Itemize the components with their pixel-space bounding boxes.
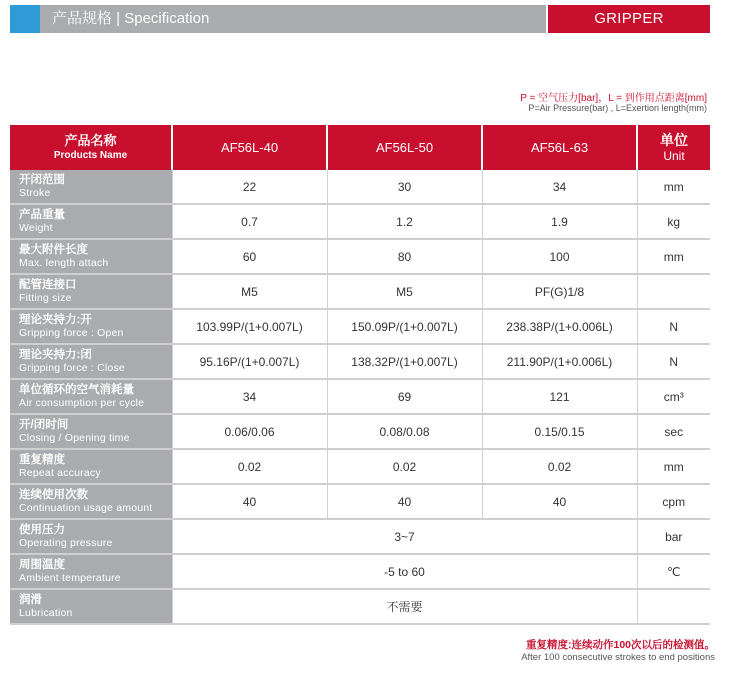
row-value-model-1: 0.02 [172,449,327,484]
row-value-model-2: 40 [327,484,482,519]
header-model-1: AF56L-40 [172,125,327,170]
header-model-2: AF56L-50 [327,125,482,170]
row-label [10,554,172,589]
table-row [10,589,710,624]
row-unit: bar [637,519,710,554]
row-label-en: Lubrication [19,607,73,619]
table-row [10,519,710,554]
header-model-3: AF56L-63 [482,125,637,170]
header-unit [637,125,710,170]
row-value-model-3: 34 [482,170,637,204]
row-label-cn: 重复精度 [19,454,65,466]
row-unit: kg [637,204,710,239]
row-unit: N [637,309,710,344]
row-value-model-2: 138.32P/(1+0.007L) [327,344,482,379]
row-label-cn: 润滑 [19,594,42,606]
row-label-cn: 最大附件长度 [19,244,88,256]
spec-table-body [10,170,710,624]
row-label [10,484,172,519]
row-label-en: Closing / Opening time [19,432,130,444]
row-merged-value: 不需要 [172,589,637,624]
row-label-cn: 理论夹持力:闭 [19,349,92,361]
row-value-model-1: 95.16P/(1+0.007L) [172,344,327,379]
row-label [10,379,172,414]
row-label-en: Weight [19,222,53,234]
row-value-model-2: 1.2 [327,204,482,239]
row-label [10,204,172,239]
spec-table [10,125,710,625]
row-value-model-3: 1.9 [482,204,637,239]
row-label [10,309,172,344]
row-value-model-1: 0.06/0.06 [172,414,327,449]
table-row [10,414,710,449]
row-value-model-1: 22 [172,170,327,204]
row-label-cn: 配管连接口 [19,279,77,291]
header-bar [10,5,546,33]
footnote-en: After 100 consecutive strokes to end positions [521,652,715,663]
row-value-model-2: 69 [327,379,482,414]
row-label [10,344,172,379]
row-unit: ℃ [637,554,710,589]
footnote-cn: 重复精度:连续动作100次以后的检测值。 [525,639,715,651]
header-product-name [10,125,172,170]
header-accent-block [10,5,40,33]
row-unit: sec [637,414,710,449]
table-row [10,204,710,239]
header-product-name-cn: 产品名称 [64,133,117,148]
table-row [10,344,710,379]
row-value-model-1: 0.7 [172,204,327,239]
row-value-model-3: 40 [482,484,637,519]
row-unit: mm [637,170,710,204]
row-label-cn: 使用压力 [19,524,65,536]
row-label-cn: 周围温度 [19,559,65,571]
table-row [10,379,710,414]
row-label [10,414,172,449]
row-value-model-3: 211.90P/(1+0.006L) [482,344,637,379]
row-label [10,589,172,624]
header-unit-en: Unit [663,148,685,163]
row-value-model-1: 103.99P/(1+0.007L) [172,309,327,344]
table-row [10,309,710,344]
row-value-model-3: 0.15/0.15 [482,414,637,449]
row-label-cn: 开闭范围 [19,174,65,186]
row-unit: mm [637,449,710,484]
row-value-model-1: M5 [172,274,327,309]
legend-note-en: P=Air Pressure(bar) , L=Exertion length(mm) [528,103,707,113]
row-label-en: Stroke [19,187,51,199]
row-label-en: Fitting size [19,292,72,304]
row-label-cn: 单位循环的空气消耗量 [19,384,134,396]
row-label-cn: 理论夹持力:开 [19,314,92,326]
row-label [10,170,172,204]
row-unit [637,274,710,309]
row-unit: mm [637,239,710,274]
page-title: 产品规格 | Specification [52,10,210,27]
row-label [10,449,172,484]
row-label-en: Continuation usage amount [19,502,153,514]
row-value-model-3: PF(G)1/8 [482,274,637,309]
row-label-en: Gripping force : Open [19,327,124,339]
row-label-cn: 连续使用次数 [19,489,88,501]
row-value-model-2: 80 [327,239,482,274]
row-value-model-3: 0.02 [482,449,637,484]
row-label-en: Max. length attach [19,257,109,269]
row-value-model-3: 100 [482,239,637,274]
row-value-model-2: 0.02 [327,449,482,484]
row-unit [637,589,710,624]
row-label-en: Gripping force : Close [19,362,125,374]
table-row [10,274,710,309]
table-header-row [10,125,710,170]
row-label-cn: 开/闭时间 [19,419,69,431]
row-value-model-3: 121 [482,379,637,414]
row-label [10,274,172,309]
row-label-cn: 产品重量 [19,209,65,221]
table-row [10,239,710,274]
row-unit: N [637,344,710,379]
row-value-model-2: M5 [327,274,482,309]
table-row [10,449,710,484]
row-value-model-1: 40 [172,484,327,519]
table-row [10,170,710,204]
row-value-model-2: 150.09P/(1+0.007L) [327,309,482,344]
header-product-name-en: Products Name [53,150,128,161]
row-value-model-2: 30 [327,170,482,204]
row-label-en: Operating pressure [19,537,113,549]
row-unit: cpm [637,484,710,519]
row-label-en: Ambient temperature [19,572,121,584]
table-row [10,554,710,589]
row-merged-value: 3~7 [172,519,637,554]
row-label-en: Repeat accuracy [19,467,101,479]
category-badge: GRIPPER [548,5,710,33]
row-label-en: Air consumption per cycle [19,397,145,409]
row-label [10,519,172,554]
row-value-model-2: 0.08/0.08 [327,414,482,449]
row-label [10,239,172,274]
row-value-model-1: 34 [172,379,327,414]
row-value-model-3: 238.38P/(1+0.006L) [482,309,637,344]
row-unit: cm³ [637,379,710,414]
row-value-model-1: 60 [172,239,327,274]
table-row [10,484,710,519]
legend-note-cn: P = 空气压力[bar]，L = 到作用点距离[mm] [520,93,707,104]
row-merged-value: -5 to 60 [172,554,637,589]
header-unit-cn: 单位 [660,131,688,148]
